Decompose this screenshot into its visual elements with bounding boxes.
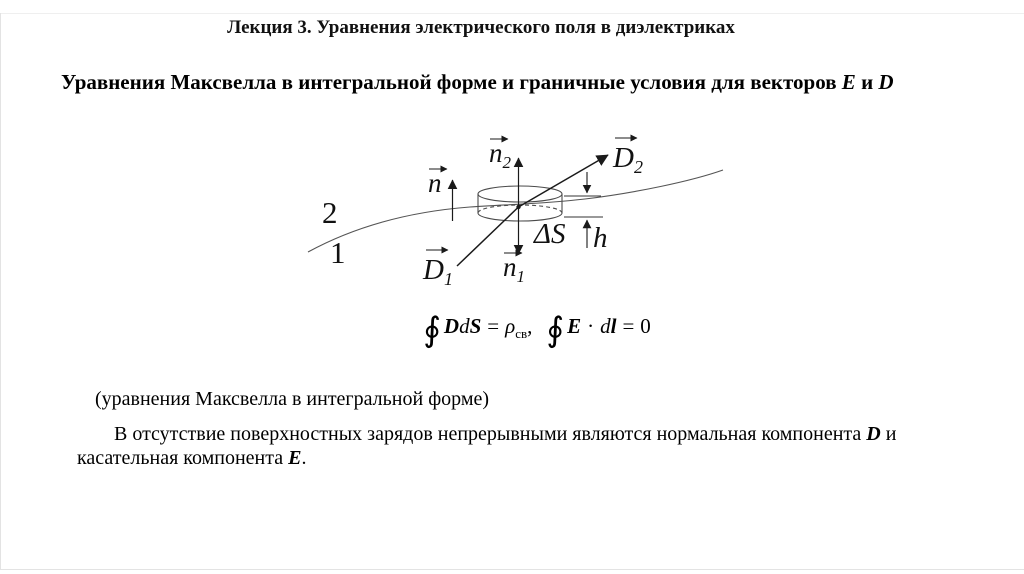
boundary-diagram bbox=[290, 122, 740, 292]
slide-bottom-border bbox=[0, 569, 1024, 570]
delta-s-label: ΔS bbox=[534, 218, 566, 250]
slide-title: Лекция 3. Уравнения электрического поля в диэлектриках bbox=[227, 17, 735, 38]
contour-integral-icon: ∮ bbox=[423, 310, 441, 350]
paragraph-e-symbol: E bbox=[288, 447, 302, 469]
rho-symbol: ρ bbox=[505, 314, 516, 338]
slide-subtitle bbox=[61, 70, 894, 95]
h-label: h bbox=[593, 222, 608, 254]
n-vector-label: n bbox=[428, 168, 442, 198]
boundary-conditions-paragraph bbox=[77, 422, 896, 470]
n1-vector-label: $n_1$ bbox=[503, 252, 525, 286]
vector-d-symbol: D bbox=[878, 70, 894, 94]
dot-product-sign: · bbox=[587, 314, 595, 338]
formula-e-symbol: E bbox=[567, 314, 582, 338]
region-1-label: 1 bbox=[330, 235, 346, 270]
region-2-label: 2 bbox=[322, 195, 338, 230]
subtitle-mid: и bbox=[855, 70, 879, 94]
formula-differential: d bbox=[600, 314, 611, 338]
rho-subscript: св bbox=[515, 326, 528, 342]
contour-integral-icon: ∮ bbox=[546, 310, 565, 350]
paragraph-text: В отсутствие поверхностных зарядов непрерывными являются нормальная компонента bbox=[114, 423, 867, 445]
slide-top-border bbox=[0, 13, 1024, 14]
paragraph-text: и bbox=[880, 423, 897, 445]
formula-differential: d bbox=[459, 314, 470, 338]
formula-s-symbol: S bbox=[469, 314, 482, 338]
surface-intersection-dot bbox=[516, 205, 520, 209]
formula-d-symbol: D bbox=[443, 314, 460, 338]
formula-caption: (уравнения Максвелла в интегральной форме) bbox=[95, 388, 490, 410]
paragraph-line-2 bbox=[77, 446, 896, 470]
d2-vector-label: $D_2$ bbox=[613, 142, 643, 177]
paragraph-d-symbol: D bbox=[866, 423, 881, 445]
n2-vector-label: $n_2$ bbox=[489, 138, 511, 172]
equals-sign: = bbox=[487, 314, 500, 338]
slide-left-border bbox=[0, 13, 1, 570]
paragraph-text: . bbox=[301, 447, 307, 469]
vector-e-symbol: E bbox=[841, 70, 856, 94]
subtitle-text: Уравнения Максвелла в интегральной форме и граничные условия для векторов bbox=[61, 70, 842, 94]
interface-surface-curve bbox=[308, 170, 723, 252]
d1-vector-label: $D_1$ bbox=[423, 254, 453, 289]
equals-sign: = bbox=[622, 314, 635, 338]
zero-value: 0 bbox=[640, 314, 651, 338]
paragraph-text: касательная компонента bbox=[77, 447, 289, 469]
paragraph-line-1 bbox=[77, 422, 896, 446]
formula-l-symbol: l bbox=[610, 314, 617, 338]
pillbox bbox=[478, 186, 562, 221]
comma: , bbox=[527, 314, 533, 338]
d2-field-line bbox=[519, 155, 609, 207]
maxwell-equations-formula bbox=[0, 310, 1024, 350]
